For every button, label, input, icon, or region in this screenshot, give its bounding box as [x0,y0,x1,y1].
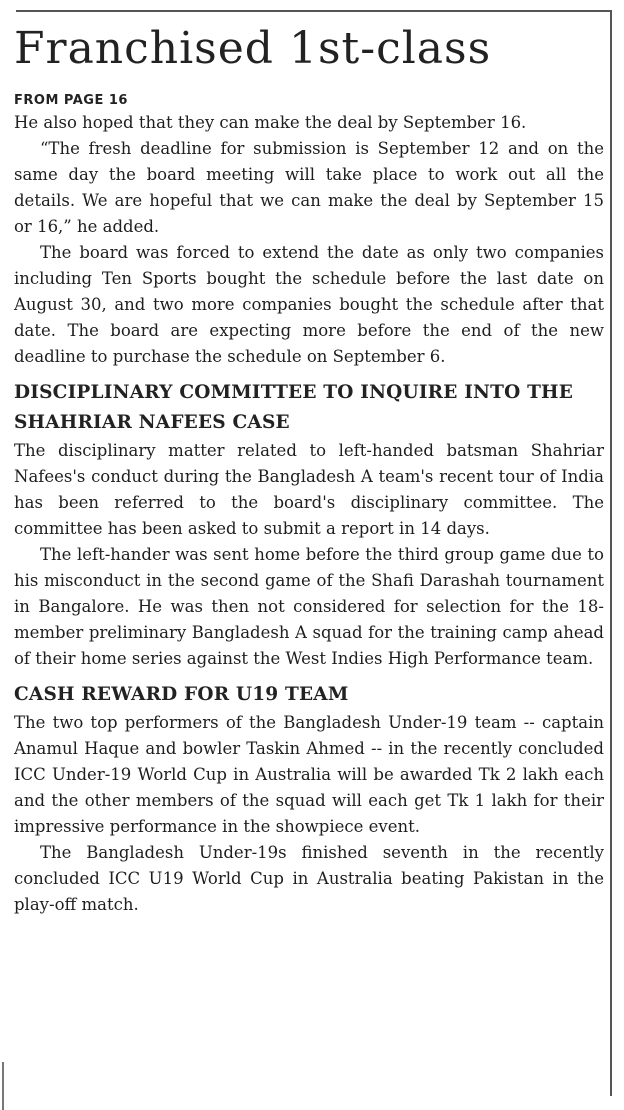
subhead-disciplinary: DISCIPLINARY COMMITTEE TO INQUIRE INTO THE SHAHRIAR NAFEES CASE [14,382,574,433]
article [14,22,604,918]
paragraph: The left-hander was sent home before the third group game due to his misconduct in the second game of the Shafi Darashah tournament in Bangalore. He was then not considered for selection for the 18-member preliminary Bangladesh A squad for the training camp ahead of their home series against the West Indies High Performance team. [14,545,604,668]
column-left-rule [2,1062,4,1110]
paragraph: The disciplinary matter related to left-handed batsman Shahriar Nafees's conduct during the Bangladesh A team's recent tour of India has been referred to the board's disciplinary committee. The committee has been asked to submit a report in 14 days. [14,441,604,538]
paragraph: The two top performers of the Bangladesh Under-19 team -- captain Anamul Haque and bowler Taskin Ahmed -- in the recently concluded ICC Under-19 World Cup in Australia will be awarded Tk 2 lakh each and the other members of the squad will each get Tk 1 lakh for their impressive performance in the showpiece event. [14,713,604,836]
subhead-cash-reward: CASH REWARD FOR U19 TEAM [14,684,349,705]
headline: Franchised 1st-class [14,23,492,74]
paragraph: The board was forced to extend the date as only two companies including Ten Sports bought the schedule before the last date on August 30, and two more companies bought the schedule after that date. The board are expecting more before the end of the new deadline to purchase the schedule on September 6. [14,243,604,366]
jump-label: FROM PAGE 16 [14,93,128,108]
paragraph: “The fresh deadline for submission is September 12 and on the same day the board meeting will take place to work out all the details. We are hopeful that we can make the deal by September 15 or 16,” he added. [14,139,604,236]
paragraph: He also hoped that they can make the deal by September 16. [14,113,527,132]
top-rule [16,10,612,12]
column-right-rule [610,10,612,1096]
paragraph: The Bangladesh Under-19s finished seventh in the recently concluded ICC U19 World Cup in Australia beating Pakistan in the play-off match. [14,843,604,914]
